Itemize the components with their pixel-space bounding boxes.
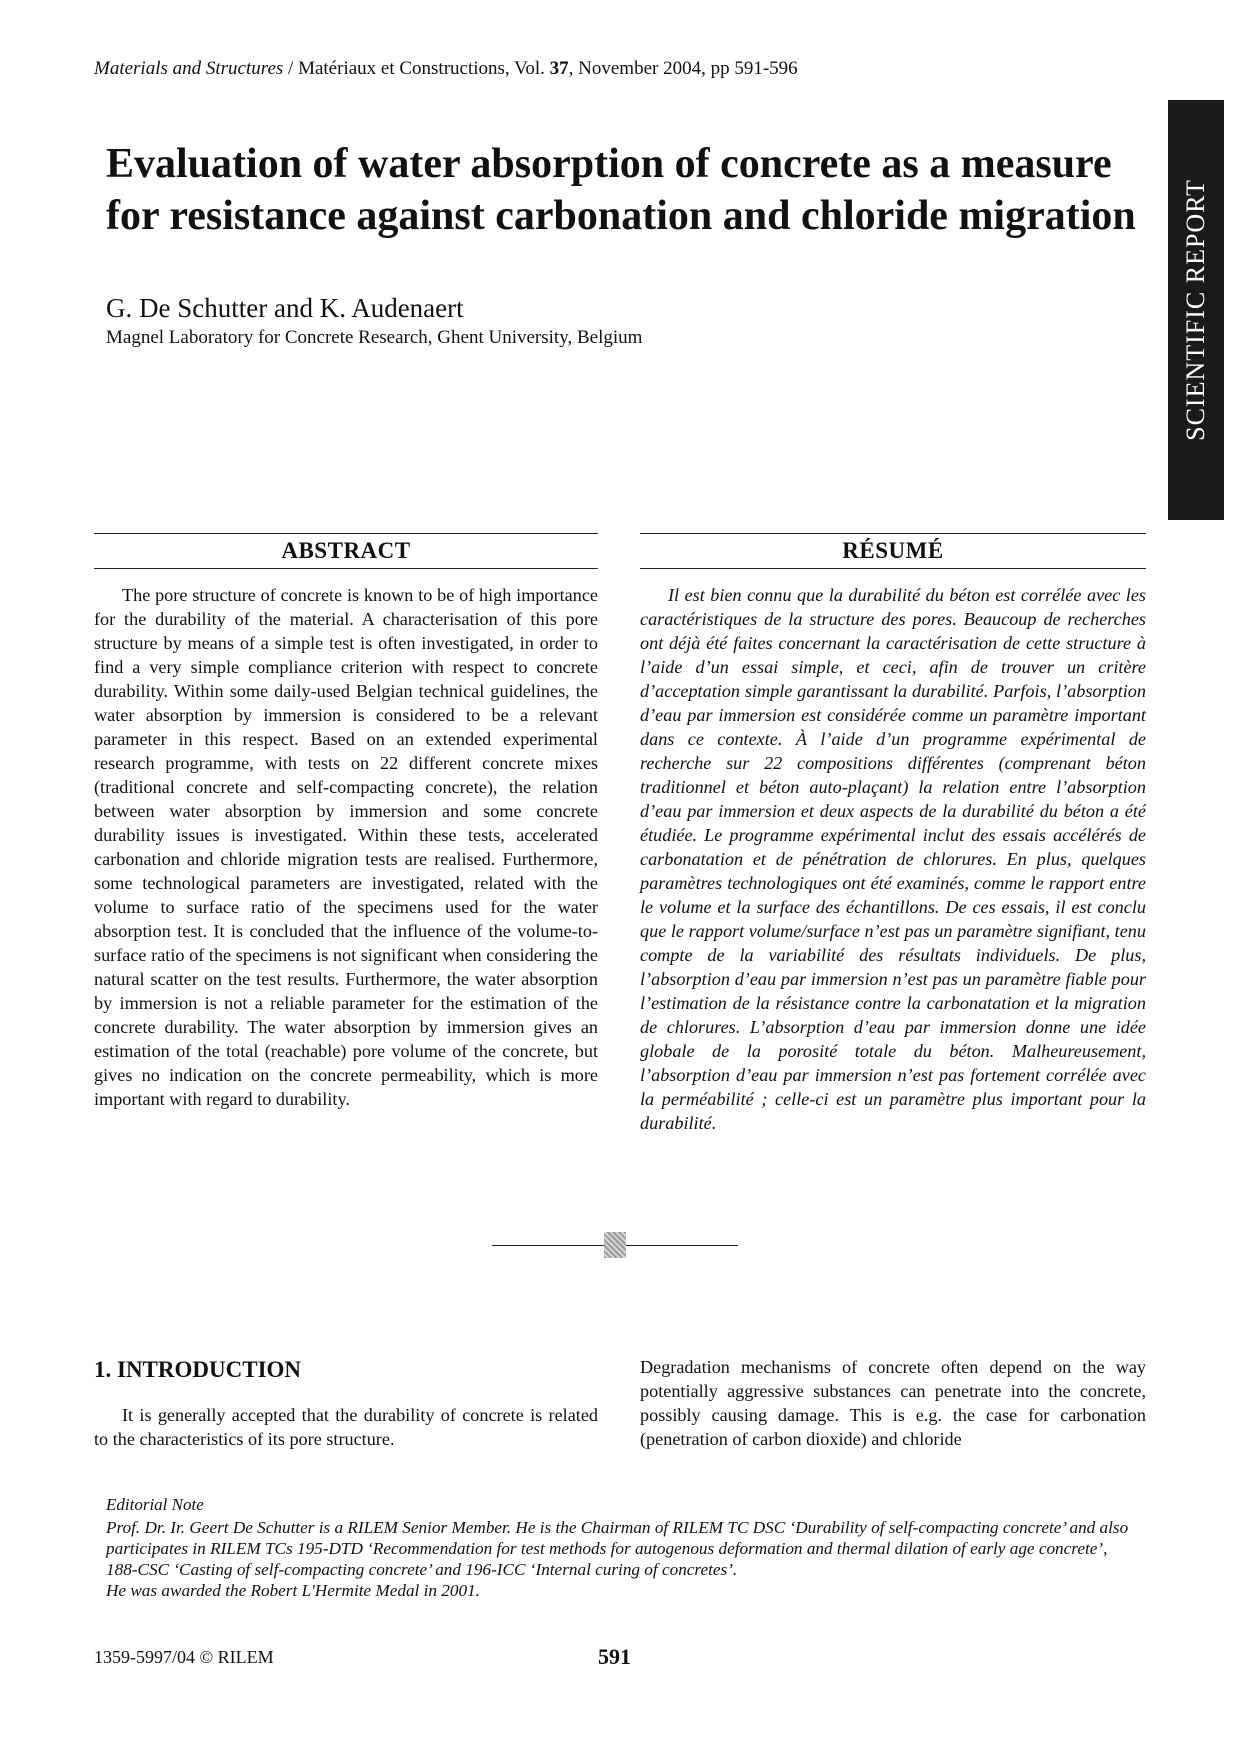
journal-name: Materials and Structures <box>94 58 284 79</box>
resume-text: Il est bien connu que la durabilité du béton est corrélée avec les caractéristiques de la structure des pores. Beaucoup de recherches ont déjà été faites concernant la caractérisation de cette structure à l’aide d’un essai simple, et ceci, afin de trouver un critère d’acceptation simple garantissant la durabilité. Parfois, l’absorption d’eau par immersion est considérée comme un paramètre important dans ce contexte. À l’aide d’un programme expérimental de recherche sur 22 compositions différentes (comprenant béton traditionnel et béton auto-plaçant) la relation entre l’absorption d’eau par immersion et deux aspects de la durabilité du béton a été étudiée. Le programme expérimental inclut des essais accélérés de carbonatation et de pénétration de chlorures. En plus, quelques paramètres technologiques ont été examinés, comme le rapport entre le volume et la surface des échantillons. De ces essais, il est conclu que le rapport volume/surface n’est pas un paramètre signifiant, tenu compte de la variabilité des résultats individuels. De plus, l’absorption d’eau par immersion n’est pas un paramètre fiable pour l’estimation de la résistance contre la carbonatation et la migration de chlorures. L’absorption d’eau par immersion donne une idée globale de la porosité totale du béton. Malheureusement, l’absorption d’eau par immersion n’est pas fortement corrélée avec la perméabilité ; celle-ci est un paramètre plus important pour la durabilité. <box>640 585 1146 1133</box>
journal-details-suffix: , November 2004, pp 591-596 <box>568 58 798 79</box>
resume-rule-top <box>640 533 1146 534</box>
abstract-rule-top <box>94 533 598 534</box>
section-side-tab <box>1168 100 1224 520</box>
divider-ornament <box>604 1232 626 1258</box>
journal-details-prefix: / Matériaux et Constructions, Vol. <box>283 58 550 79</box>
side-tab-label: SCIENTIFIC REPORT <box>1181 179 1210 441</box>
page-number: 591 <box>598 1644 631 1669</box>
paper-title: Evaluation of water absorption of concrete as a measure for resistance against carbonation and chloride migration <box>106 141 1136 239</box>
divider-line-right <box>626 1245 738 1246</box>
abstract-text: The pore structure of concrete is known to be of high importance for the durability of the material. A characterisation of this pore structure by means of a simple test is often investigated, in order to find a very simple compliance criterion with respect to concrete durability. Within some daily-used Belgian technical guidelines, the water absorption by immersion is considered to be a relevant parameter in this respect. Based on an extended experimental research programme, with tests on 22 different concrete mixes (traditional concrete and self-compacting concrete), the relation between water absorption by immersion and some concrete durability issues is investigated. Within these tests, accelerated carbonation and chloride migration tests are realised. Furthermore, some technological parameters are investigated, related with the volume to surface ratio of the specimens used for the water absorption test. It is concluded that the influence of the volume-to-surface ratio of the specimens is not significant when considering the natural scatter on the test results. Furthermore, the water absorption by immersion is not a reliable parameter for the estimation of the concrete durability. The water absorption by immersion gives an estimation of the total (reachable) pore volume of the concrete, but gives no indication on the concrete permeability, which is more important with regard to durability. <box>94 585 598 1109</box>
divider-line-left <box>492 1245 604 1246</box>
authors: G. De Schutter and K. Audenaert <box>106 293 464 323</box>
resume-heading: RÉSUMÉ <box>842 538 944 563</box>
editorial-note-label: Editorial Note <box>106 1495 204 1514</box>
affiliation: Magnel Laboratory for Concrete Research, Ghent University, Belgium <box>106 327 643 348</box>
abstract-heading: ABSTRACT <box>281 538 411 563</box>
editorial-note-medal: He was awarded the Robert L'Hermite Medal in 2001. <box>106 1581 480 1600</box>
introduction-heading: 1. INTRODUCTION <box>94 1357 302 1382</box>
abstract-rule-bottom <box>94 568 598 569</box>
introduction-right-text: Degradation mechanisms of concrete often depend on the way potentially aggressive substances can penetrate into the concrete, possibly causing damage. This is e.g. the case for carbonation (penetration of carbon dioxide) and chloride <box>640 1357 1146 1449</box>
editorial-note-body: Prof. Dr. Ir. Geert De Schutter is a RILEM Senior Member. He is the Chairman of RILEM TC DSC ‘Durability of self-compacting concrete’ and also participates in RILEM TCs 195-DTD ‘Recommendation for test methods for autogenous deformation and thermal dilation of early age concrete’, 188-CSC ‘Casting of self-compacting concrete’ and 196-ICC ‘Internal curing of concretes’. <box>106 1518 1129 1579</box>
introduction-left-text: It is generally accepted that the durability of concrete is related to the characteristics of its pore structure. <box>94 1405 598 1449</box>
resume-rule-bottom <box>640 568 1146 569</box>
editorial-note-text <box>106 1517 1142 1601</box>
footer-issn: 1359-5997/04 © RILEM <box>94 1647 274 1667</box>
running-head <box>94 58 798 80</box>
volume-number: 37 <box>549 58 569 79</box>
